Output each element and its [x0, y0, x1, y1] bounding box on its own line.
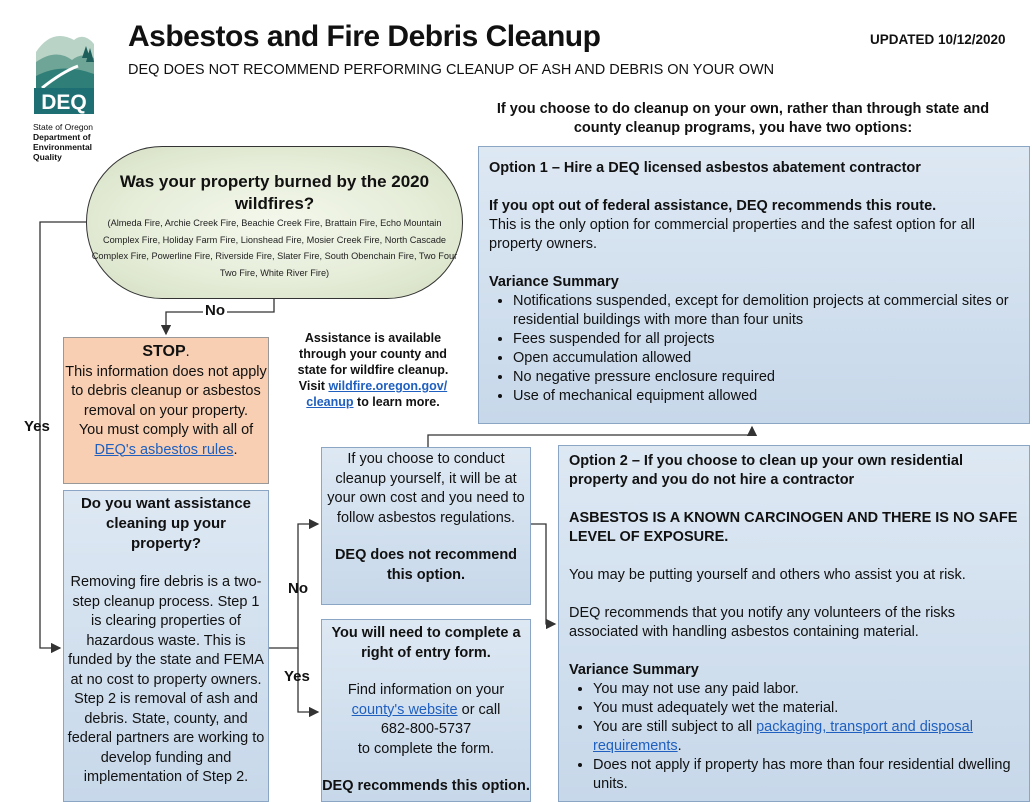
- option1-connector: [428, 427, 752, 447]
- phone-number: 682-800-5737: [380, 721, 472, 737]
- yes-label-left: Yes: [24, 418, 50, 435]
- option2-connector: [531, 524, 555, 624]
- option1-title: Option 1 – Hire a DEQ licensed asbestos abatement contractor: [489, 160, 921, 176]
- option2-variance-list: [569, 680, 1019, 794]
- logo-acronym: DEQ: [41, 91, 87, 114]
- county-website-link[interactable]: county's website: [351, 701, 458, 718]
- wildfire-question: Was your property burned by the 2020 wildfires?: [119, 172, 430, 213]
- option2-volunteer-text: DEQ recommends that you notify any volunteers of the risks associated with handling asbestos containing material.: [569, 605, 956, 640]
- yes-label-mid: Yes: [284, 668, 310, 685]
- not-recommended-text: DEQ does not recommend this option.: [334, 547, 518, 583]
- self-cleanup-box: [321, 447, 531, 605]
- list-item: • Open accumulation allowed: [513, 349, 1019, 368]
- option1-text: This is the only option for commercial properties and the safest option for all property owners.: [489, 217, 975, 252]
- list-item: • Use of mechanical equipment allowed: [513, 387, 1019, 406]
- stop-text: This information does not apply to debris cleanup or asbestos removal on your property.: [65, 363, 267, 419]
- stop-comply: You must comply with all of: [78, 422, 254, 438]
- landscape-logo-icon: [22, 22, 106, 118]
- list-item: • You are still subject to all packaging, transport and disposal requirements.: [593, 718, 1019, 756]
- option2-box: [558, 445, 1030, 802]
- recommended-text: DEQ recommends this option.: [322, 778, 530, 794]
- list-item: • You may not use any paid labor.: [593, 680, 1019, 699]
- option1-recommend: If you opt out of federal assistance, DEQ recommends this route.: [489, 198, 937, 214]
- option2-risk-text: You may be putting yourself and others who assist you at risk.: [569, 567, 966, 583]
- option1-variance-title: Variance Summary: [489, 274, 619, 290]
- page-subtitle: DEQ DOES NOT RECOMMEND PERFORMING CLEANUP OF ASH AND DEBRIS ON YOUR OWN: [128, 62, 775, 78]
- assistance-note: Assistance is available through your county and state for wildfire cleanup. Visit wildfire.oregon.gov/ cleanup to learn more.: [297, 331, 449, 409]
- logo-organization: State of Oregon Department of Environmental Quality: [33, 122, 94, 162]
- stop-title: STOP: [142, 343, 186, 360]
- assistance-question-box: [63, 490, 269, 802]
- assistance-question: Do you want assistance cleaning up your property?: [80, 495, 252, 552]
- stop-box: STOP. This information does not apply to debris cleanup or asbestos removal on your property. You must comply with all of DEQ's asbestos rules.: [63, 337, 269, 484]
- updated-date: UPDATED 10/12/2020: [870, 32, 1006, 47]
- cleanup-process-text: Removing fire debris is a two-step cleanup process. Step 1 is clearing properties of hazardous waste. This is funded by the state and FEMA at no cost to property owners. Step 2 is removal of ash and debris. State, county, and federal partners are working to develop funding and implementation of Step 2.: [67, 574, 265, 785]
- list-item: • No negative pressure enclosure required: [513, 368, 1019, 387]
- options-intro: If you choose to do cleanup on your own, rather than through state and county cleanup programs, you have two options:: [496, 101, 990, 136]
- disposal-requirements-link[interactable]: packaging, transport and disposal requirements: [593, 719, 973, 754]
- list-item: • Fees suspended for all projects: [513, 330, 1019, 349]
- no-label-mid: No: [288, 580, 308, 597]
- deq-logo: [22, 22, 106, 123]
- wildfire-site-link[interactable]: wildfire.oregon.gov/ cleanup: [306, 379, 448, 409]
- option1-box: [478, 146, 1030, 424]
- self-cleanup-text: If you choose to conduct cleanup yourself, it will be at your own cost and you need to follow asbestos regulations.: [327, 451, 525, 526]
- option2-variance-title: Variance Summary: [569, 662, 699, 678]
- carcinogen-warning: ASBESTOS IS A KNOWN CARCINOGEN AND THERE IS NO SAFE LEVEL OF EXPOSURE.: [569, 510, 1018, 545]
- option1-variance-list: [489, 292, 1019, 406]
- list-item: • You must adequately wet the material.: [593, 699, 1019, 718]
- no-label-top: No: [205, 302, 225, 319]
- list-item: • Does not apply if property has more than four residential dwelling units.: [593, 756, 1019, 794]
- right-of-entry-title: You will need to complete a right of entry form.: [331, 625, 521, 661]
- option2-title: Option 2 – If you choose to clean up your own residential property and you do not hire a contractor: [569, 453, 963, 488]
- list-item: • Notifications suspended, except for demolition projects at commercial sites or residential buildings with more than four units: [513, 292, 1019, 330]
- wildfire-question-oval: [86, 146, 463, 299]
- fire-list: (Almeda Fire, Archie Creek Fire, Beachie Creek Fire, Brattain Fire, Echo Mountain Complex Fire, Holiday Farm Fire, Lionshead Fire, Mosier Creek Fire, North Cascade Complex Fire, Powerline Fire, Riverside Fire, Slater Fire, South Obenchain Fire, Two Four Two Fire, White River Fire): [91, 218, 458, 278]
- asbestos-rules-link[interactable]: DEQ's asbestos rules: [94, 441, 234, 458]
- right-of-entry-box: You will need to complete a right of entry form. Find information on your county's website or call 682-800-5737 to complete the form. DEQ recommends this option.: [321, 619, 531, 802]
- page-title: Asbestos and Fire Debris Cleanup: [128, 20, 601, 53]
